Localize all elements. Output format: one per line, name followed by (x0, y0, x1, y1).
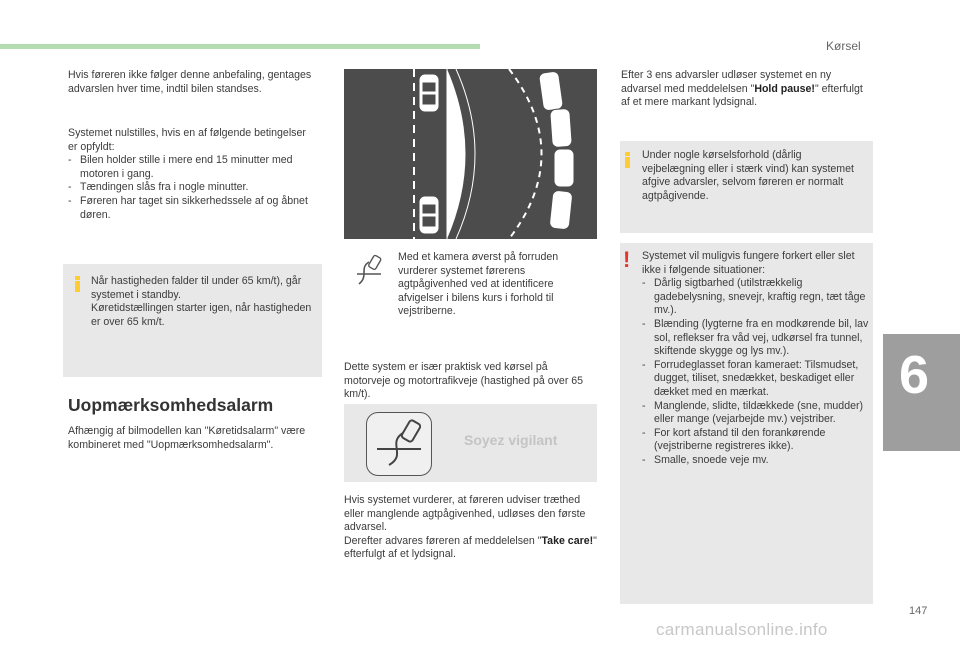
col2-paragraph-1: Dette system er især praktisk ved kørsel på motorveje og motortrafikveje (hastighed på over 65 km/t). (344, 361, 584, 401)
col2-paragraph-2 (344, 494, 599, 562)
warning-intro: Systemet vil muligvis fungere forkert eller slet ikke i følgende situationer: (642, 250, 855, 276)
list-item: - Blænding (lygterne fra en modkørende bil, lav sol, reflekser fra våd vej, udkørsel fra tunnel, skiftende skygge og lys mv.). (642, 318, 870, 359)
text-segment: Derefter advares føreren af meddelelsen " (344, 534, 542, 547)
road-diagram (344, 69, 597, 239)
section-title: Kørsel (826, 39, 861, 53)
reset-list (68, 154, 318, 222)
chapter-number: 6 (899, 345, 930, 405)
watermark: carmanualsonline.info (656, 620, 828, 639)
info-icon (625, 152, 630, 168)
display-message: Soyez vigilant (464, 432, 558, 448)
list-item: - For kort afstand til den forankørende (vejstriberne registreres ikke). (642, 427, 870, 454)
col3-paragraph-1 (621, 69, 871, 110)
info-text: Når hastigheden falder til under 65 km/t), går systemet i standby. Køretidstællingen starter igen, når hastigheden er over 65 km/t. (91, 275, 312, 328)
text-segment: " efterfulgt af et lydsignal. (344, 534, 597, 561)
text-segment: " efterfulgt af et mere markant lydsignal. (621, 82, 863, 109)
message-hold-pause: Hold pause! (754, 82, 815, 95)
list-item: - Føreren har taget sin sikkerhedssele af og åbnet døren. (68, 195, 318, 222)
list-item: - Bilen holder stille i mere end 15 minutter med motoren i gang. (68, 154, 318, 181)
lane-departure-illustration (344, 69, 597, 239)
info-text: Under nogle kørselsforhold (dårlig vejbelægning eller i stærk vind) kan systemet afgive advarsler, selvom føreren er normalt agtpågivende. (642, 149, 854, 202)
lane-warning-icon (355, 254, 383, 288)
display-panel (344, 404, 597, 482)
warning-list (642, 277, 870, 467)
warning-content (642, 250, 870, 468)
list-item: - Smalle, snoede veje mv. (642, 454, 870, 468)
reset-intro: Systemet nulstilles, hvis en af følgende betingelser er opfyldt: (68, 127, 306, 153)
text-segment: Efter 3 ens advarsler udløser systemet en ny advarsel med meddelelsen " (621, 69, 832, 95)
list-item: - Tændingen slås fra i nogle minutter. (68, 181, 318, 195)
info-icon (75, 276, 80, 292)
first-warning-text: Hvis systemet vurderer, at føreren udviser træthed eller manglende agtpågivenhed, udløses den første advarsel. (344, 494, 586, 534)
col1-paragraph-1: Hvis føreren ikke følger denne anbefaling, gentages advarslen hver time, indtil bilen standses. (68, 69, 312, 95)
info-box-standby (63, 264, 322, 377)
page-number: 147 (909, 605, 928, 617)
list-item: - Forrudeglasset foran kameraet: Tilsmudset, dugget, tiliset, snedækket, beskadiget eller dækket med en mærkat. (642, 359, 870, 400)
second-warning-text (344, 535, 599, 562)
section-heading: Uopmærksomhedsalarm (68, 395, 274, 415)
warning-box (620, 243, 873, 604)
camera-description: Med et kamera øverst på forruden vurderer systemet førerens agtpågivenhed ved at identificere afvigelser i bilens kurs i forhold til vejstriberne. (398, 251, 559, 318)
list-item: - Manglende, slidte, tildækkede (sne, mudder) eller mange (vejarbejde mv.) vejstriber. (642, 400, 870, 427)
col1-paragraph-3: Afhængig af bilmodellen kan "Køretidsalarm" være kombineret med "Uopmærksomhedsalarm". (68, 425, 306, 451)
col1-reset-conditions (68, 127, 318, 222)
info-box-false-alerts (620, 141, 873, 233)
message-take-care: Take care! (541, 534, 594, 547)
attention-icon (366, 412, 432, 476)
warning-exclamation-icon: ! (623, 247, 631, 272)
header-accent-bar (0, 44, 480, 49)
list-item: - Dårlig sigtbarhed (utilstrækkelig gadebelysning, snevejr, kraftig regn, tæt tåge mv.). (642, 277, 870, 318)
